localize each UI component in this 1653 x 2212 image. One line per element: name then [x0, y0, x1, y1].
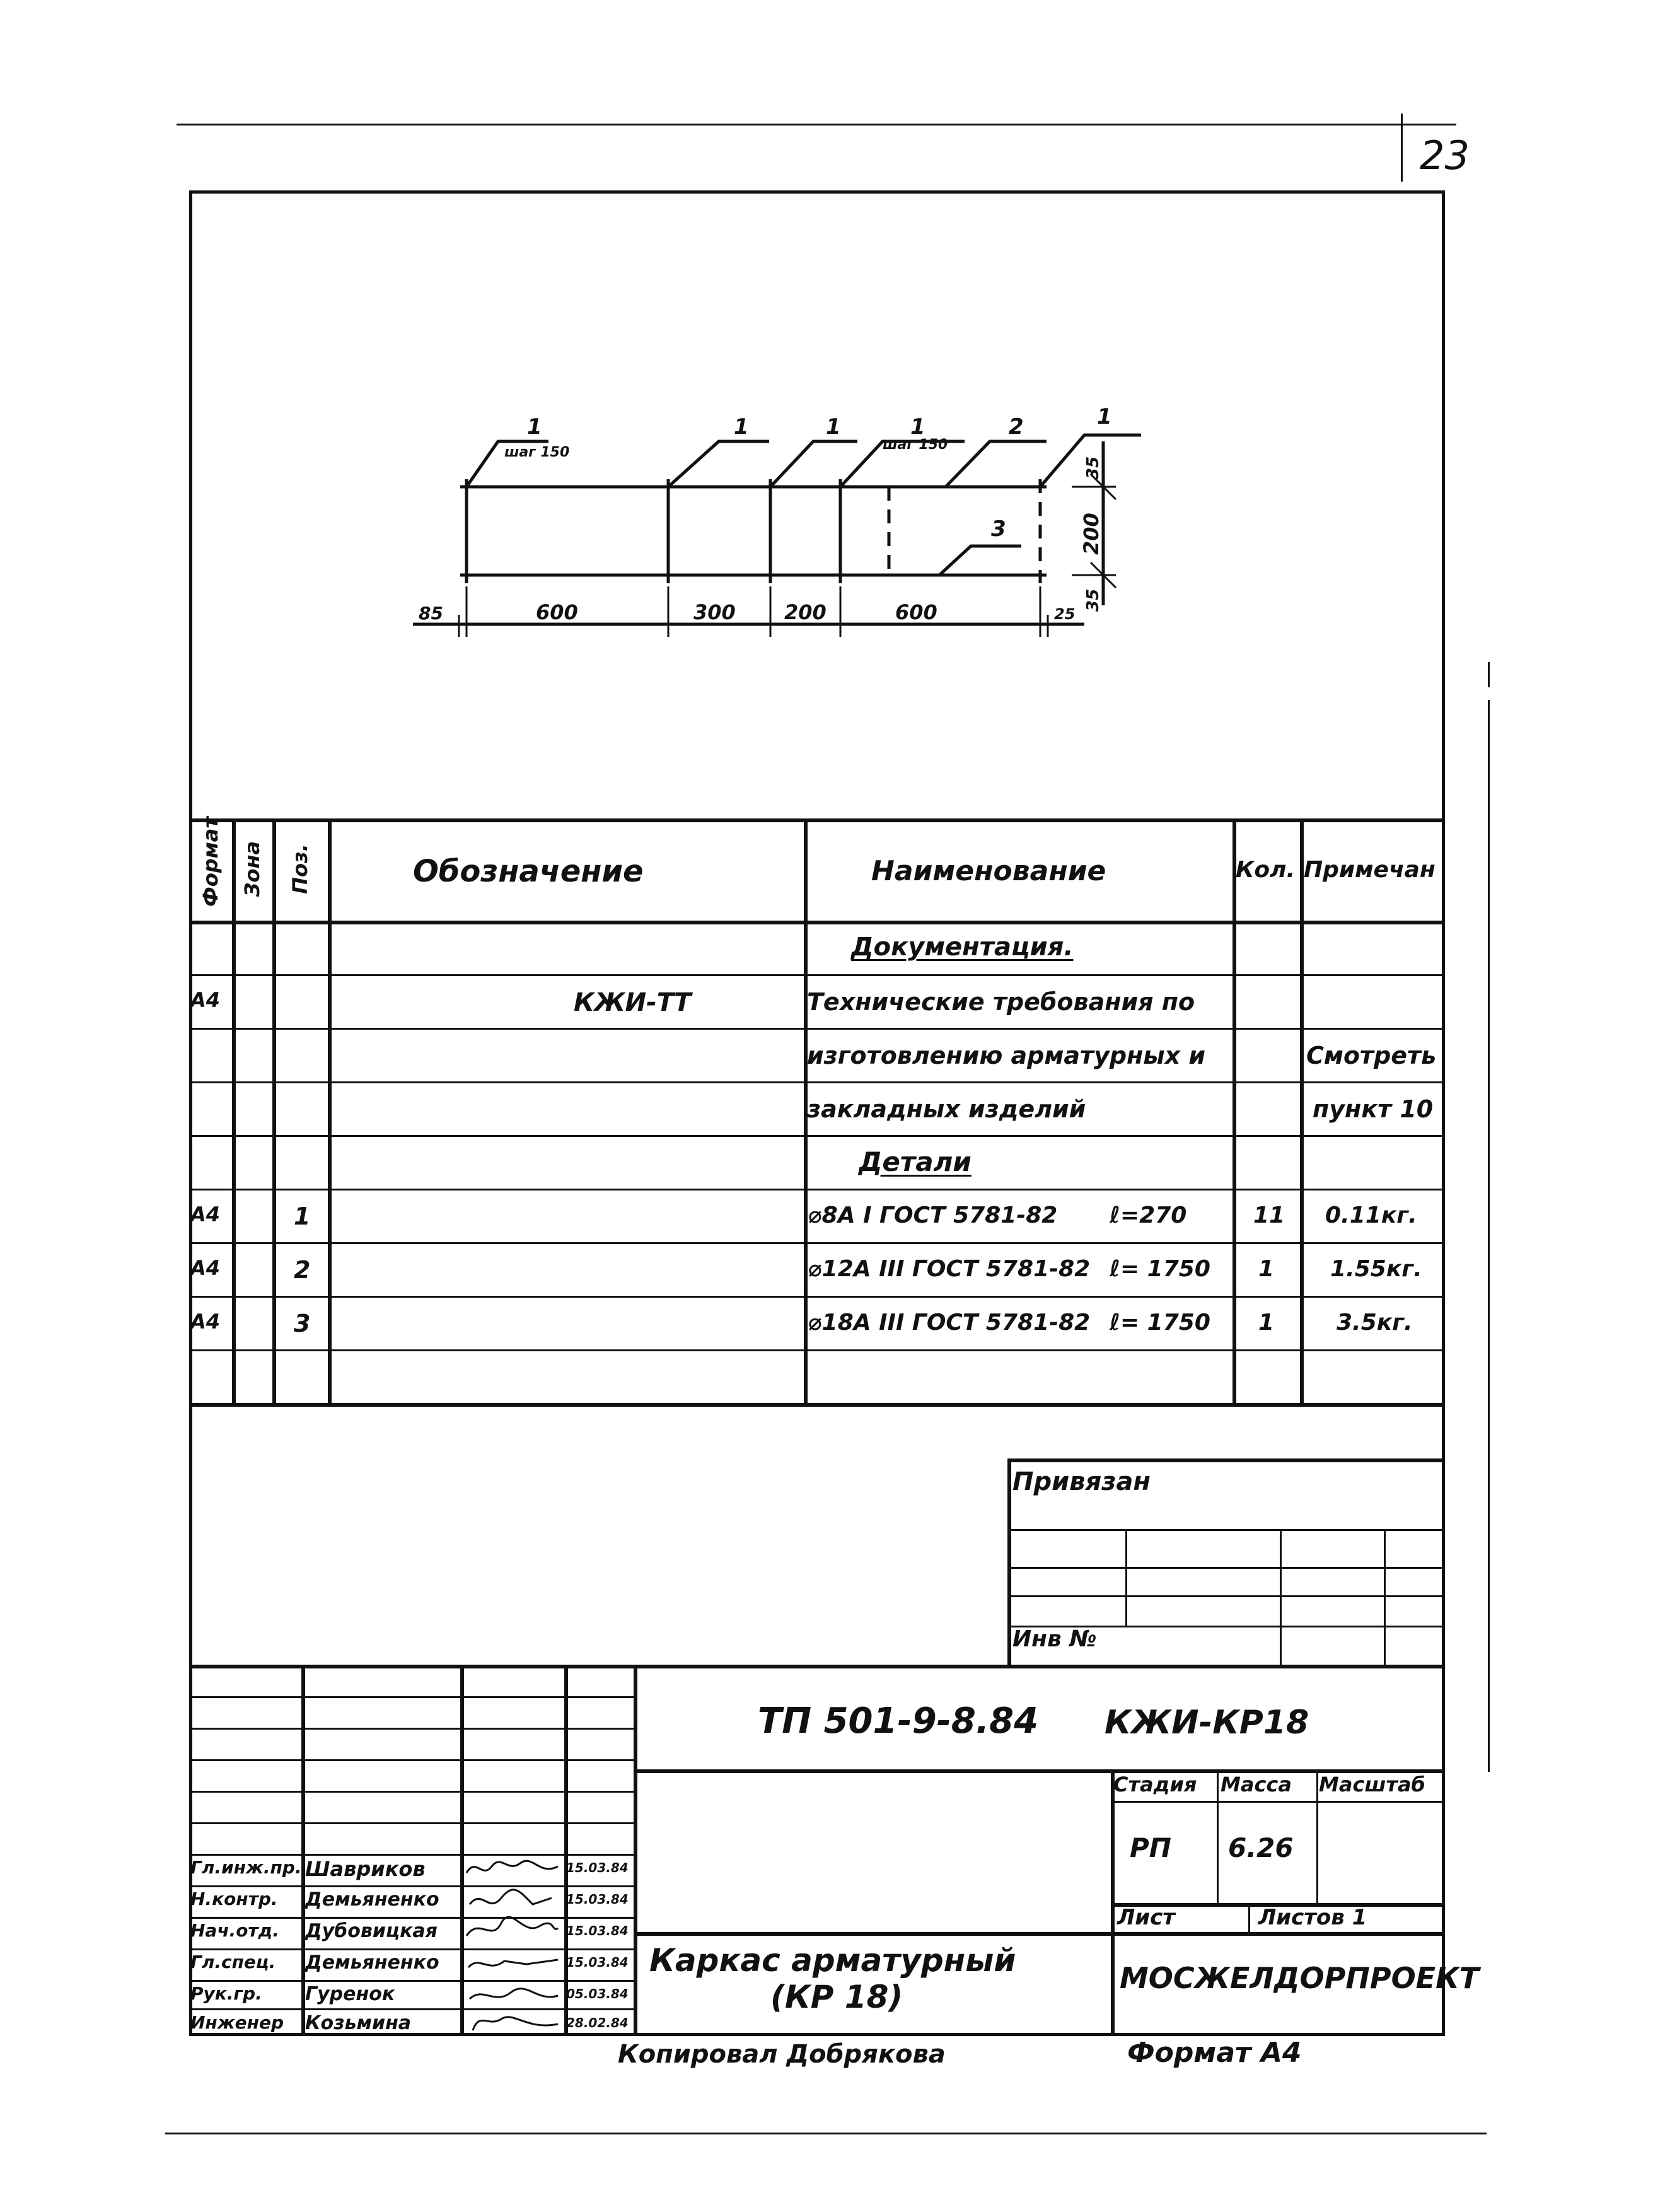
- row-note: 1.55кг.: [1330, 1256, 1422, 1282]
- mass-label: Масса: [1221, 1773, 1292, 1796]
- callout-label: 1: [527, 414, 542, 439]
- dim-label: 35: [1084, 588, 1103, 612]
- staff-role: Гл.спец.: [190, 1952, 276, 1972]
- copied-by: Копировал Добрякова: [618, 2040, 946, 2069]
- row-length: ℓ= 1750: [1110, 1256, 1210, 1282]
- binding-title: Привязан: [1012, 1467, 1151, 1496]
- doc-name-line-1: Технические требования по: [807, 988, 1195, 1016]
- staff-date: 15.03.84: [566, 1892, 629, 1907]
- staff-date: 15.03.84: [566, 1860, 629, 1875]
- staff-date: 15.03.84: [566, 1923, 629, 1938]
- sheet-format: Формат А4: [1127, 2037, 1302, 2069]
- leader-7: [939, 546, 1021, 575]
- doc-note-line-2: пункт 10: [1313, 1095, 1434, 1123]
- signature-mark: [467, 1917, 558, 1936]
- staff-name: Козьмина: [305, 2012, 412, 2034]
- doc-name-line-3: закладных изделий: [807, 1095, 1086, 1123]
- stage-label: Стадия: [1113, 1773, 1197, 1796]
- row-format: А4: [190, 1256, 221, 1280]
- row-pos: 2: [294, 1256, 311, 1284]
- header-pos: Поз.: [288, 844, 312, 894]
- margin-mark: [1488, 700, 1490, 1772]
- project-code: ТП 501-9-8.84: [758, 1701, 1039, 1742]
- staff-date: 15.03.84: [566, 1955, 629, 1970]
- header-name: Наименование: [871, 855, 1106, 887]
- row-qty: 11: [1253, 1202, 1285, 1228]
- dim-label: 600: [895, 600, 937, 624]
- staff-name: Дубовицкая: [305, 1920, 438, 1942]
- callout-label: 1: [910, 414, 925, 439]
- header-note: Примечан: [1304, 857, 1436, 883]
- row-spec: ⌀12А III ГОСТ 5781-82: [808, 1256, 1091, 1282]
- drawing-mark: КЖИ-КР18: [1105, 1704, 1309, 1742]
- row-format: А4: [190, 1202, 221, 1226]
- dim-label: 300: [693, 600, 736, 624]
- staff-role: Н.контр.: [190, 1889, 278, 1909]
- sheet-label: Лист: [1117, 1905, 1175, 1930]
- drawing-subtitle: (КР 18): [770, 1979, 903, 2015]
- header-qty: Кол.: [1236, 857, 1296, 883]
- staff-name: Демьяненко: [305, 1952, 439, 1974]
- dim-label: 85: [419, 603, 443, 624]
- leader-3: [770, 441, 857, 487]
- sheet-number: 23: [1420, 132, 1470, 178]
- header-zone: Зона: [240, 841, 264, 897]
- row-format: А4: [190, 1310, 221, 1334]
- staff-role: Нач.отд.: [190, 1920, 279, 1941]
- signature-mark: [473, 2017, 558, 2030]
- drawing-title: Каркас арматурный: [649, 1942, 1016, 1979]
- staff-role: Рук.гр.: [190, 1983, 262, 2004]
- section-documentation: Документация.: [851, 933, 1074, 962]
- row-length: ℓ= 1750: [1110, 1310, 1210, 1336]
- leader-2: [668, 441, 769, 487]
- staff-date: 05.03.84: [566, 1986, 629, 2001]
- signatures: [463, 1854, 564, 2037]
- staff-name: Шавриков: [305, 1857, 426, 1881]
- dim-label: 200: [784, 600, 826, 624]
- header-designation: Обозначение: [413, 854, 644, 889]
- row-length: ℓ=270: [1110, 1202, 1187, 1228]
- row-qty: 1: [1258, 1310, 1275, 1336]
- row-pos: 3: [294, 1310, 311, 1337]
- reinforcement-cage-drawing: [0, 0, 1653, 820]
- staff-date: 28.02.84: [566, 2015, 629, 2030]
- dim-label: 200: [1079, 513, 1103, 555]
- doc-name-line-2: изготовлению арматурных и: [807, 1042, 1206, 1069]
- inventory-label: Инв №: [1012, 1626, 1097, 1652]
- dim-label: 600: [536, 600, 578, 624]
- step-label: шаг 150: [883, 437, 948, 453]
- row-pos: 1: [294, 1202, 311, 1230]
- callout-label: 1: [826, 414, 841, 439]
- staff-name: Демьяненко: [305, 1889, 439, 1911]
- mass-value: 6.26: [1228, 1832, 1294, 1863]
- row-note: 0.11кг.: [1325, 1202, 1417, 1228]
- row-spec: ⌀8А I ГОСТ 5781-82: [808, 1202, 1058, 1228]
- bottom-rule: [165, 2133, 1487, 2134]
- callout-label: 2: [1009, 414, 1024, 439]
- signature-mark: [468, 1960, 558, 1967]
- callout-label: 1: [734, 414, 749, 439]
- dim-label: 25: [1054, 605, 1076, 623]
- doc-designation: КЖИ-ТТ: [574, 988, 692, 1017]
- doc-format: А4: [190, 988, 221, 1012]
- stage-value: РП: [1130, 1832, 1171, 1863]
- step-label: шаг 150: [504, 445, 570, 460]
- scale-label: Масштаб: [1319, 1773, 1425, 1796]
- row-note: 3.5кг.: [1337, 1310, 1413, 1336]
- staff-role: Гл.инж.пр.: [190, 1857, 302, 1878]
- row-qty: 1: [1258, 1256, 1275, 1282]
- row-spec: ⌀18А III ГОСТ 5781-82: [808, 1310, 1091, 1336]
- organization: МОСЖЕЛДОРПРОЕКТ: [1120, 1961, 1480, 1995]
- doc-note-line-1: Смотреть: [1306, 1042, 1437, 1069]
- signature-mark: [470, 1989, 558, 1999]
- header-format: Формат: [199, 817, 223, 907]
- callout-label: 3: [991, 516, 1006, 542]
- signature-mark: [467, 1861, 558, 1873]
- leader-5: [946, 441, 1047, 487]
- callout-label: 1: [1097, 404, 1112, 429]
- dim-label: 35: [1084, 456, 1103, 479]
- signature-mark: [470, 1890, 552, 1904]
- staff-name: Гуренок: [305, 1983, 395, 2005]
- section-details: Детали: [859, 1146, 972, 1177]
- sheets-label: Листов 1: [1258, 1905, 1367, 1930]
- staff-role: Инженер: [190, 2012, 284, 2033]
